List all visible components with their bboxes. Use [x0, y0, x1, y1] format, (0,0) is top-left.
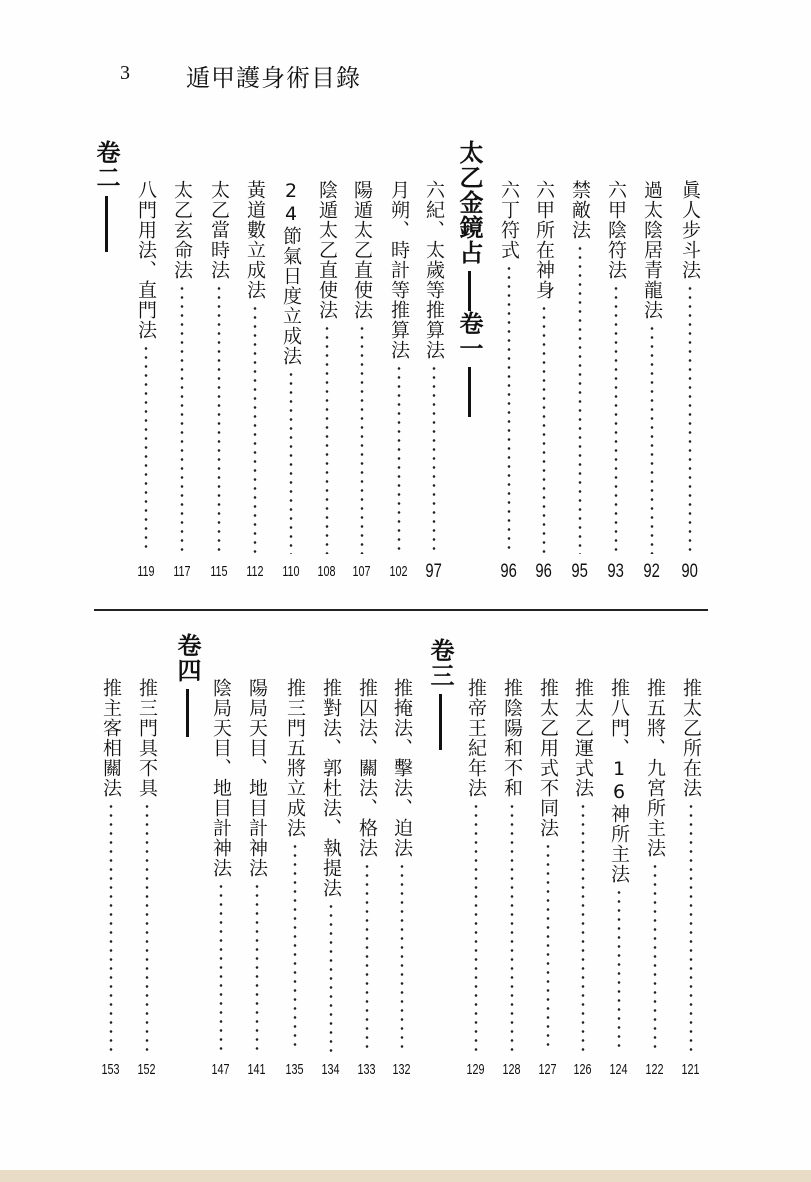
entry-page: 107 [352, 563, 372, 580]
entry-title: 陽局天目、地目計神法 [246, 678, 268, 878]
leader-dots [365, 862, 369, 1052]
page-edge [0, 1170, 811, 1182]
leader-dots [360, 324, 364, 554]
entry-page: 97 [425, 561, 443, 582]
entry-title: 陽遁太乙直使法 [351, 180, 373, 320]
entry-page: 115 [210, 563, 228, 580]
entry-page: 127 [538, 1061, 558, 1078]
heading-dash [468, 271, 471, 311]
toc-entry[interactable] [240, 180, 270, 584]
entry-title: 六丁符式 [498, 180, 520, 260]
entry-title: 推太乙所在法 [680, 678, 702, 798]
entry-title: 推三門五將立成法 [284, 678, 306, 838]
leader-dots [474, 802, 478, 1052]
leader-dots [510, 802, 514, 1052]
section-heading-taiyi-volume-1 [451, 140, 487, 417]
entry-page: 153 [101, 1061, 121, 1078]
entry-page: 126 [573, 1061, 593, 1078]
toc-entry[interactable] [637, 180, 667, 584]
entry-page: 128 [502, 1061, 522, 1078]
toc-entry[interactable] [312, 180, 342, 584]
entry-page: 133 [357, 1061, 377, 1078]
toc-entry[interactable] [387, 678, 417, 1082]
entry-page: 134 [321, 1061, 341, 1078]
leader-dots [255, 882, 259, 1052]
toc-entry[interactable] [461, 678, 491, 1082]
heading-volume-2: 卷二 [92, 140, 120, 190]
heading-dash [468, 367, 471, 417]
leader-dots [289, 370, 293, 554]
entry-title: 禁敵法 [569, 180, 591, 240]
toc-entry[interactable] [347, 180, 377, 584]
entry-page: 96 [535, 561, 553, 582]
entry-title: 眞人步斗法 [679, 180, 701, 280]
toc-entry[interactable] [242, 678, 272, 1082]
entry-title: 過太陰居青龍法 [641, 180, 663, 320]
toc-entry[interactable] [352, 678, 382, 1082]
entry-title: 陰局天目、地目計神法 [210, 678, 232, 878]
entry-title: 八門用法、直門法 [135, 180, 157, 340]
leader-dots [581, 802, 585, 1052]
leader-dots [144, 344, 148, 554]
toc-entry[interactable] [604, 678, 634, 1082]
entry-title: 推對法、郭杜法、執提法 [320, 678, 342, 898]
entry-page: 96 [500, 561, 518, 582]
leader-dots [617, 888, 621, 1052]
entry-page: 117 [173, 563, 191, 580]
entry-title: 推陰陽和不和 [501, 678, 523, 798]
heading-volume-1: 卷一 [455, 311, 483, 361]
toc-entry[interactable] [276, 180, 306, 584]
toc-entry[interactable] [132, 678, 162, 1082]
entry-title: 24節氣日度立成法 [280, 180, 302, 366]
leader-dots [329, 902, 333, 1052]
entry-page: 108 [317, 563, 337, 580]
heading-dash [105, 196, 108, 252]
entry-title: 推囚法、關法、格法 [356, 678, 378, 858]
section-heading-volume-2 [88, 140, 124, 252]
heading-volume-3: 卷三 [426, 638, 454, 688]
entry-title: 太乙當時法 [208, 180, 230, 280]
entry-page: 122 [645, 1061, 665, 1078]
toc-entry[interactable] [384, 180, 414, 584]
entry-title: 推五將、九宮所主法 [644, 678, 666, 858]
entry-title: 推掩法、擊法、迫法 [391, 678, 413, 858]
heading-volume-4: 卷四 [173, 633, 201, 683]
entry-title: 六甲所在神身 [533, 180, 555, 300]
leader-dots [614, 284, 618, 554]
entry-page: 141 [247, 1061, 267, 1078]
toc-entry[interactable] [316, 678, 346, 1082]
entry-title: 黃道數立成法 [244, 180, 266, 300]
leader-dots [109, 802, 113, 1052]
toc-entry[interactable] [494, 180, 524, 584]
entry-title: 推八門、16神所主法 [608, 678, 630, 884]
entry-title: 推太乙運式法 [572, 678, 594, 798]
entry-title: 六甲陰符法 [605, 180, 627, 280]
leader-dots [432, 364, 436, 554]
book-title: 遁甲護身術目錄 [186, 64, 361, 92]
section-heading-volume-4 [169, 633, 205, 737]
entry-page: 110 [282, 563, 300, 580]
toc-entry[interactable] [676, 678, 706, 1082]
entry-page: 112 [246, 563, 264, 580]
leader-dots [542, 304, 546, 554]
toc-entry[interactable] [601, 180, 631, 584]
toc-entry[interactable] [96, 678, 126, 1082]
entry-title: 推三門具不具 [136, 678, 158, 798]
entry-page: 152 [137, 1061, 157, 1078]
toc-entry[interactable] [533, 678, 563, 1082]
leader-dots [293, 842, 297, 1052]
leader-dots [650, 324, 654, 554]
toc-entry[interactable] [204, 180, 234, 584]
entry-title: 推主客相關法 [100, 678, 122, 798]
toc-entry[interactable] [419, 180, 449, 584]
toc-entry[interactable] [206, 678, 236, 1082]
entry-page: 93 [607, 561, 625, 582]
entry-page: 119 [137, 563, 155, 580]
leader-dots [546, 842, 550, 1052]
leader-dots [400, 862, 404, 1052]
toc-entry[interactable] [568, 678, 598, 1082]
entry-title: 推帝王紀年法 [465, 678, 487, 798]
heading-main: 太乙金鏡占 [455, 140, 483, 265]
leader-dots [217, 284, 221, 554]
toc-entry[interactable] [675, 180, 705, 584]
entry-title: 月朔、時計等推算法 [388, 180, 410, 360]
entry-page: 121 [681, 1061, 701, 1078]
toc-entry[interactable] [131, 180, 161, 584]
leader-dots [253, 304, 257, 554]
entry-page: 90 [681, 561, 699, 582]
leader-dots [578, 244, 582, 554]
leader-dots [688, 284, 692, 554]
entry-page: 132 [392, 1061, 412, 1078]
page-number: 3 [120, 62, 130, 84]
entry-page: 92 [643, 561, 661, 582]
entry-title: 推太乙用式不同法 [537, 678, 559, 838]
entry-page: 95 [571, 561, 589, 582]
toc-entry[interactable] [280, 678, 310, 1082]
entry-page: 124 [609, 1061, 629, 1078]
heading-dash [439, 694, 442, 750]
section-heading-volume-3 [422, 638, 458, 750]
toc-entry[interactable] [497, 678, 527, 1082]
leader-dots [507, 264, 511, 554]
toc-entry[interactable] [529, 180, 559, 584]
leader-dots [145, 802, 149, 1052]
entry-title: 太乙玄命法 [171, 180, 193, 280]
entry-title: 陰遁太乙直使法 [316, 180, 338, 320]
heading-dash [186, 689, 189, 737]
leader-dots [689, 802, 693, 1052]
entry-page: 129 [466, 1061, 486, 1078]
entry-page: 147 [211, 1061, 231, 1078]
leader-dots [653, 862, 657, 1052]
leader-dots [219, 882, 223, 1052]
toc-entry[interactable] [640, 678, 670, 1082]
toc-entry[interactable] [565, 180, 595, 584]
leader-dots [180, 284, 184, 554]
entry-page: 102 [389, 563, 409, 580]
section-divider [94, 609, 708, 611]
entry-page: 135 [285, 1061, 305, 1078]
leader-dots [325, 324, 329, 554]
toc-entry[interactable] [167, 180, 197, 584]
entry-title: 六紀、太歲等推算法 [423, 180, 445, 360]
leader-dots [397, 364, 401, 554]
